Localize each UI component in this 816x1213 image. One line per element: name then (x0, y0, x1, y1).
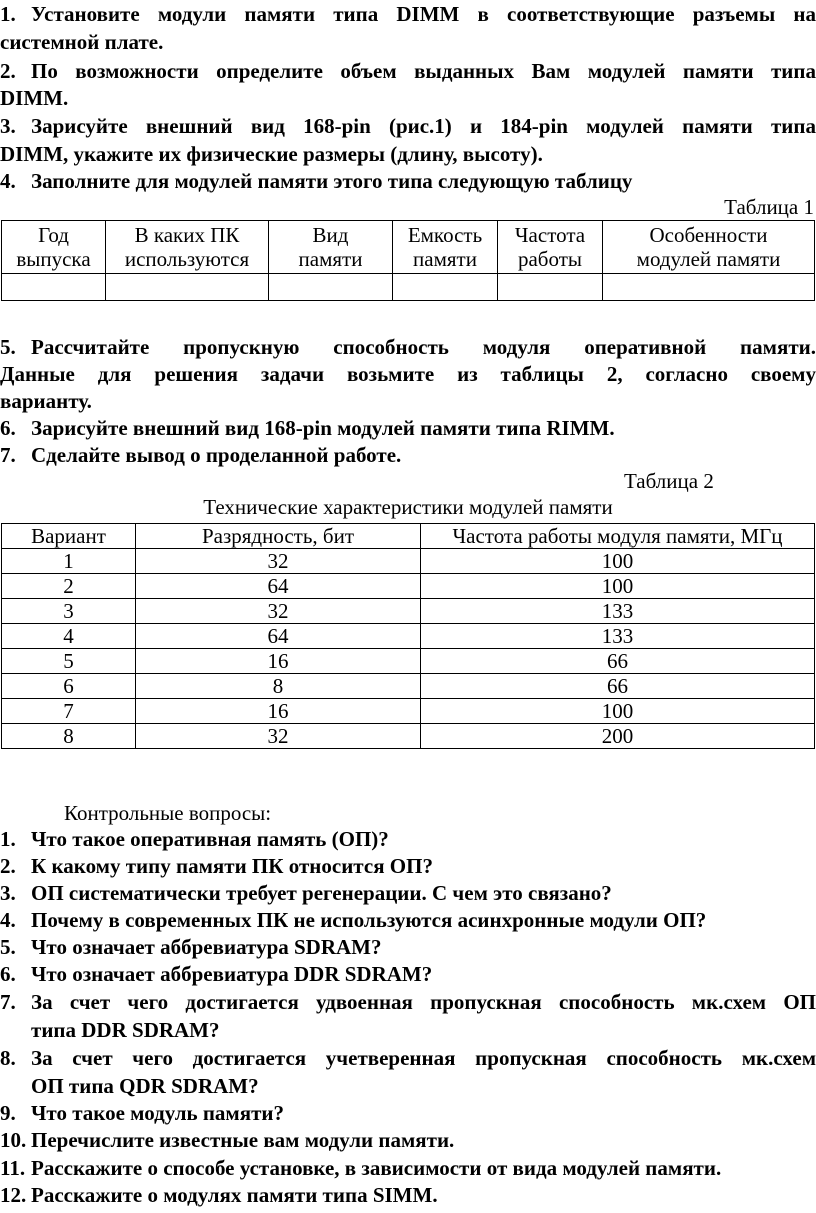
task-5-line-1 (0, 335, 816, 360)
task-1-line-1 (0, 2, 816, 27)
question-text: Что такое модуль памяти? (31, 1101, 285, 1125)
task-number: 7. (0, 443, 16, 467)
header-cell: Частота работы модуля памяти, МГц (421, 524, 815, 549)
task-text: Зарисуйте внешний вид 168-pin (рис.1) и 184-pin модулей памяти типа (31, 114, 816, 138)
header-cell: Вид памяти (269, 221, 393, 274)
header-cell: Вариант (2, 524, 136, 549)
table-row (2, 599, 815, 624)
question-12 (0, 1183, 816, 1208)
task-number: 1. (0, 2, 16, 26)
question-7-line-1 (0, 990, 816, 1015)
cell-variant: 2 (2, 574, 136, 599)
table-header-row (2, 524, 815, 549)
table2-caption: Таблица 2 (624, 469, 714, 493)
question-number: 10. (0, 1128, 27, 1152)
question-number: 3. (0, 881, 16, 905)
question-7-line-2: типа DDR SDRAM? (31, 1018, 220, 1042)
question-2 (0, 854, 816, 879)
cell-frequency: 100 (421, 699, 815, 724)
task-text: Установите модули памяти типа DIMM в соответствующие разъемы на (31, 2, 816, 26)
task-6-line-1 (0, 416, 816, 441)
task-text: Зарисуйте внешний вид 168-pin модулей памяти типа RIMM. (31, 416, 615, 440)
cell-variant: 5 (2, 649, 136, 674)
table-row (2, 699, 815, 724)
empty-cell[interactable] (603, 274, 815, 301)
cell-variant: 1 (2, 549, 136, 574)
cell-width: 32 (136, 549, 421, 574)
question-text: За счет чего достигается удвоенная пропускная способность мк.схем ОП (31, 990, 816, 1014)
task-number: 3. (0, 114, 16, 138)
cell-variant: 3 (2, 599, 136, 624)
question-4 (0, 908, 816, 933)
cell-frequency: 200 (421, 724, 815, 749)
question-text: Что означает аббревиатура SDRAM? (31, 935, 382, 959)
task-number: 2. (0, 59, 16, 83)
cell-frequency: 133 (421, 599, 815, 624)
cell-variant: 6 (2, 674, 136, 699)
task-7-line-1 (0, 443, 816, 468)
cell-width: 64 (136, 624, 421, 649)
task-3-line-1 (0, 114, 816, 139)
question-text: Что означает аббревиатура DDR SDRAM? (31, 962, 433, 986)
question-text: Расскажите о способе установке, в зависимости от вида модулей памяти. (31, 1156, 722, 1180)
table-row-empty (2, 274, 815, 301)
header-cell: Частота работы (498, 221, 603, 274)
empty-cell[interactable] (2, 274, 106, 301)
cell-frequency: 100 (421, 574, 815, 599)
cell-width: 16 (136, 649, 421, 674)
table-row (2, 624, 815, 649)
question-number: 12. (0, 1183, 27, 1207)
task-5-line-2: Данные для решения задачи возьмите из таблицы 2, согласно своему (0, 362, 816, 386)
cell-variant: 7 (2, 699, 136, 724)
question-text: К какому типу памяти ПК относится ОП? (31, 854, 433, 878)
question-number: 8. (0, 1046, 16, 1070)
cell-frequency: 66 (421, 649, 815, 674)
question-text: Что такое оперативная память (ОП)? (31, 827, 389, 851)
cell-width: 32 (136, 724, 421, 749)
cell-frequency: 133 (421, 624, 815, 649)
table2-title: Технические характеристики модулей памяти (203, 495, 613, 519)
question-number: 6. (0, 962, 16, 986)
question-9 (0, 1101, 816, 1126)
question-text: ОП систематически требует регенерации. С чем это связано? (31, 881, 612, 905)
question-number: 4. (0, 908, 16, 932)
task-text: Рассчитайте пропускную способность модуля оперативной памяти. (31, 335, 816, 359)
header-cell: Разрядность, бит (136, 524, 421, 549)
cell-frequency: 66 (421, 674, 815, 699)
question-8-line-2: ОП типа QDR SDRAM? (31, 1074, 259, 1098)
question-text: Расскажите о модулях памяти типа SIMM. (31, 1183, 438, 1207)
cell-variant: 8 (2, 724, 136, 749)
task-2-line-2: DIMM. (0, 86, 69, 110)
task-text: Сделайте вывод о проделанной работе. (31, 443, 402, 467)
cell-frequency: 100 (421, 549, 815, 574)
question-8-line-1 (0, 1046, 816, 1071)
task-5-line-3: варианту. (0, 389, 92, 413)
question-10 (0, 1128, 816, 1153)
table-header-row (2, 221, 815, 274)
task-text: Заполните для модулей памяти этого типа следующую таблицу (31, 169, 633, 193)
cell-width: 16 (136, 699, 421, 724)
question-number: 2. (0, 854, 16, 878)
task-1-line-2: системной плате. (0, 30, 164, 54)
question-number: 11. (0, 1156, 26, 1180)
table-row (2, 724, 815, 749)
cell-variant: 4 (2, 624, 136, 649)
cell-width: 64 (136, 574, 421, 599)
cell-width: 32 (136, 599, 421, 624)
cell-width: 8 (136, 674, 421, 699)
table-row (2, 574, 815, 599)
table-2 (1, 523, 815, 749)
table-row (2, 649, 815, 674)
table-row (2, 674, 815, 699)
task-number: 4. (0, 169, 16, 193)
table1-caption: Таблица 1 (724, 195, 814, 219)
questions-heading: Контрольные вопросы: (64, 801, 272, 825)
question-number: 9. (0, 1101, 16, 1125)
question-text: За счет чего достигается учетверенная пропускная способность мк.схем (31, 1046, 816, 1070)
header-cell: Год выпуска (2, 221, 106, 274)
header-cell: В каких ПК используются (106, 221, 269, 274)
task-number: 5. (0, 335, 16, 359)
question-1 (0, 827, 816, 852)
question-6 (0, 962, 816, 987)
task-text: По возможности определите объем выданных Вам модулей памяти типа (31, 59, 816, 83)
empty-cell[interactable] (393, 274, 498, 301)
question-3 (0, 881, 816, 906)
question-5 (0, 935, 816, 960)
task-number: 6. (0, 416, 16, 440)
header-cell: Емкость памяти (393, 221, 498, 274)
task-3-line-2: DIMM, укажите их физические размеры (длину, высоту). (0, 142, 543, 166)
question-number: 7. (0, 990, 16, 1014)
question-text: Почему в современных ПК не используются асинхронные модули ОП? (31, 908, 707, 932)
header-cell: Особенности модулей памяти (603, 221, 815, 274)
empty-cell[interactable] (498, 274, 603, 301)
empty-cell[interactable] (106, 274, 269, 301)
task-4-line-1 (0, 169, 816, 194)
question-text: Перечислите известные вам модули памяти. (31, 1128, 455, 1152)
task-2-line-1 (0, 59, 816, 84)
table-1 (1, 220, 815, 301)
question-number: 1. (0, 827, 16, 851)
table-row (2, 549, 815, 574)
question-11 (0, 1156, 816, 1181)
question-number: 5. (0, 935, 16, 959)
empty-cell[interactable] (269, 274, 393, 301)
